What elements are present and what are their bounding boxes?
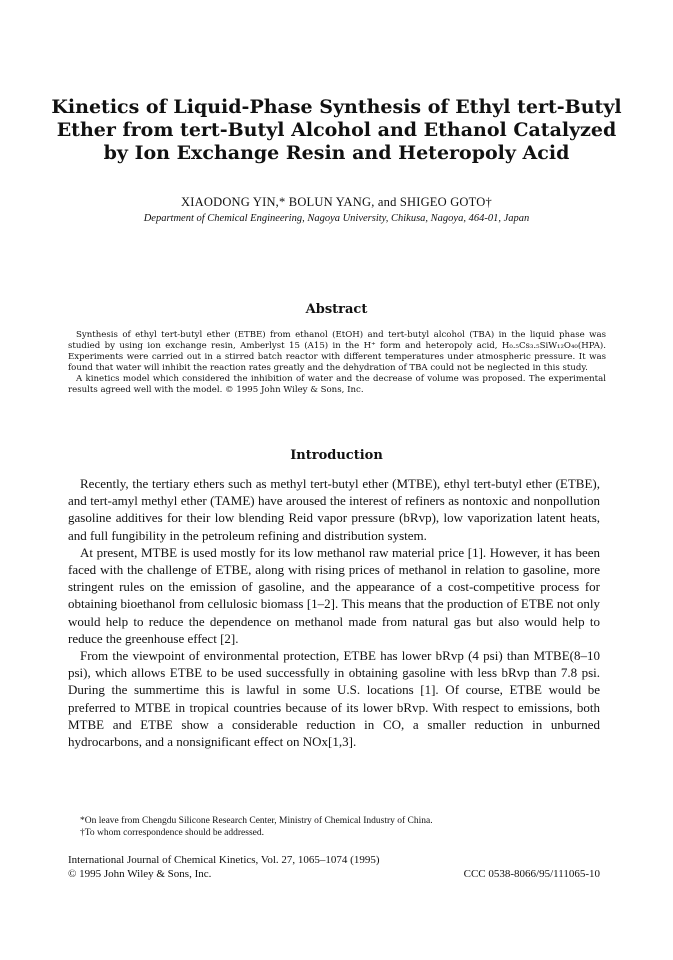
footnotes <box>80 815 600 839</box>
paper-title <box>40 96 633 165</box>
body-paragraph: At present, MTBE is used mostly for its low methanol raw material price [1]. However, it has been faced with the challenge of ETBE, along with rising prices of methanol in relation to gasoline, more stringent rules on the emission of gasoline, and the appearance of a cost-competitive process for obtaining bioethanol from cellulosic biomass [1–2]. This means that the production of ETBE not only would help to reduce the dependence on methanol made from natural gas but also would help to reduce the greenhouse effect [2]. <box>68 544 600 646</box>
copyright-notice: © 1995 John Wiley & Sons, Inc. <box>68 868 212 880</box>
journal-footer <box>68 853 600 881</box>
author-list: XIAODONG YIN,* BOLUN YANG, and SHIGEO GOTO† <box>181 195 492 209</box>
abstract-paragraph: A kinetics model which considered the inhibition of water and the decrease of volume was proposed. The experimental results agreed well with the model. © 1995 John Wiley & Sons, Inc. <box>68 374 606 396</box>
title-line: Kinetics of Liquid-Phase Synthesis of Ethyl tert-Butyl <box>51 96 622 118</box>
abstract-body <box>68 330 606 397</box>
title-line: by Ion Exchange Resin and Heteropoly Acid <box>103 142 570 164</box>
abstract-heading: Abstract <box>305 302 368 317</box>
abstract-paragraph: Synthesis of ethyl tert-butyl ether (ETBE) from ethanol (EtOH) and tert-butyl alcohol (TBA) in the liquid phase was studied by using ion exchange resin, Amberlyst 15 (A15) in the H⁺ form and heteropoly acid, H₀.₅Cs₃.₅SiW₁₂O₄₀(HPA). Experiments were carried out in a stirred batch reactor with different temperatures under atmospheric pressure. It was found that water will inhibit the reaction rates greatly and the dehydration of TBA could not be neglected in this study. <box>68 330 606 374</box>
ccc-code: CCC 0538-8066/95/111065-10 <box>463 868 600 880</box>
body-paragraph: From the viewpoint of environmental protection, ETBE has lower bRvp (4 psi) than MTBE(8–10 psi), which allows ETBE to be used successfully in obtaining gasoline with less bRvp than 7.8 psi. During the summertime this is lawful in some U.S. locations [1]. Of course, ETBE would be preferred to MTBE in tropical countries because of its lower bRvp. With respect to emissions, both MTBE and ETBE show a considerable reduction in CO, a smaller reduction in unburned hydrocarbons, and a nonsignificant effect on NOx[1,3]. <box>68 648 600 750</box>
introduction-heading: Introduction <box>290 448 383 463</box>
footnote: †To whom correspondence should be addressed. <box>80 828 265 838</box>
journal-citation: International Journal of Chemical Kinetics, Vol. 27, 1065–1074 (1995) <box>68 854 380 866</box>
title-line: Ether from tert-Butyl Alcohol and Ethanol Catalyzed <box>56 119 617 141</box>
introduction-body <box>68 475 600 750</box>
affiliation: Department of Chemical Engineering, Nagoya University, Chikusa, Nagoya, 464-01, Japan <box>143 213 530 224</box>
footnote: *On leave from Chengdu Silicone Research Center, Ministry of Chemical Industry of China. <box>80 816 433 826</box>
body-paragraph: Recently, the tertiary ethers such as methyl tert-butyl ether (MTBE), ethyl tert-butyl ether (ETBE), and tert-amyl methyl ether (TAME) have aroused the interest of refiners as nontoxic and nonpollution gasoline additives for their low blending Reid vapor pressure (bRvp), low vaporization latent heats, and full fungibility in the petroleum refining and distribution system. <box>68 476 600 543</box>
